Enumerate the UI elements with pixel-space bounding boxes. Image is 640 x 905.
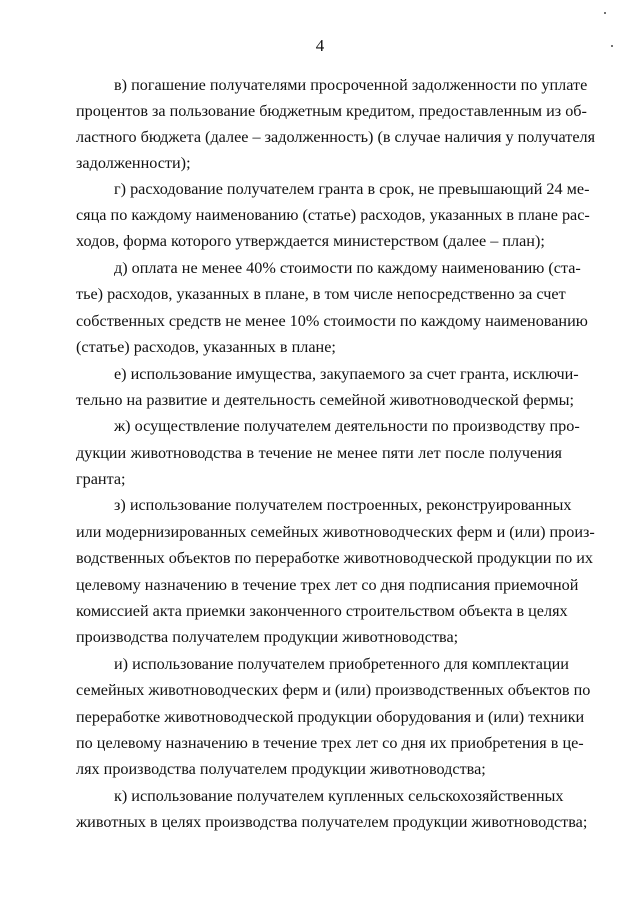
text-line: гранта; [76, 470, 126, 488]
text-line: к) использование получателем купленных сельскохозяйственных [114, 787, 564, 805]
text-line: лях производства получателем продукции животноводства; [76, 760, 486, 778]
text-line: дукции животноводства в течение не менее пяти лет после получения [76, 444, 562, 462]
text-line: в) погашение получателями просроченной задолженности по уплате [114, 76, 588, 94]
text-line: (статье) расходов, указанных в плане; [76, 338, 336, 356]
text-line: ходов, форма которого утверждается министерством (далее – план); [76, 232, 545, 250]
text-line: целевому назначению в течение трех лет со дня подписания приемочной [76, 576, 579, 594]
text-line: переработке животноводческой продукции оборудования и (или) техники [76, 708, 585, 726]
text-line: ж) осуществление получателем деятельности по производству про- [114, 417, 580, 435]
page-number: 4 [315, 36, 325, 55]
text-line: з) использование получателем построенных, реконструированных [114, 496, 572, 514]
text-line: процентов за пользование бюджетным кредитом, предоставленным из об- [76, 102, 587, 120]
text-line: д) оплата не менее 40% стоимости по каждому наименованию (ста- [114, 259, 581, 277]
text-line: и) использование получателем приобретенного для комплектации [114, 655, 569, 673]
text-line: или модернизированных семейных животноводческих ферм и (или) произ- [76, 523, 595, 541]
text-line: тье) расходов, указанных в плане, в том числе непосредственно за счет [76, 285, 566, 303]
text-line: комиссией акта приемки законченного строительством объекта в целях [76, 602, 568, 620]
scan-speck [611, 45, 613, 47]
text-line: ластного бюджета (далее – задолженность) (в случае наличия у получателя [76, 128, 596, 146]
text-line: сяца по каждому наименованию (статье) расходов, указанных в плане рас- [76, 206, 590, 224]
text-line: тельно на развитие и деятельность семейной животноводческой фермы; [76, 391, 575, 409]
text-line: производства получателем продукции животноводства; [76, 628, 459, 646]
text-line: задолженности); [76, 154, 191, 172]
text-line: г) расходование получателем гранта в срок, не превышающий 24 ме- [114, 180, 590, 198]
scan-speck [604, 12, 606, 14]
text-line: собственных средств не менее 10% стоимости по каждому наименованию [76, 312, 588, 330]
text-line: по целевому назначению в течение трех лет со дня их приобретения в це- [76, 734, 584, 752]
text-line: водственных объектов по переработке животноводческой продукции по их [76, 549, 594, 567]
text-line: животных в целях производства получателем продукции животноводства; [76, 813, 588, 831]
text-line: е) использование имущества, закупаемого за счет гранта, исключи- [114, 365, 579, 383]
text-line: семейных животноводческих ферм и (или) производственных объектов по [76, 681, 591, 699]
